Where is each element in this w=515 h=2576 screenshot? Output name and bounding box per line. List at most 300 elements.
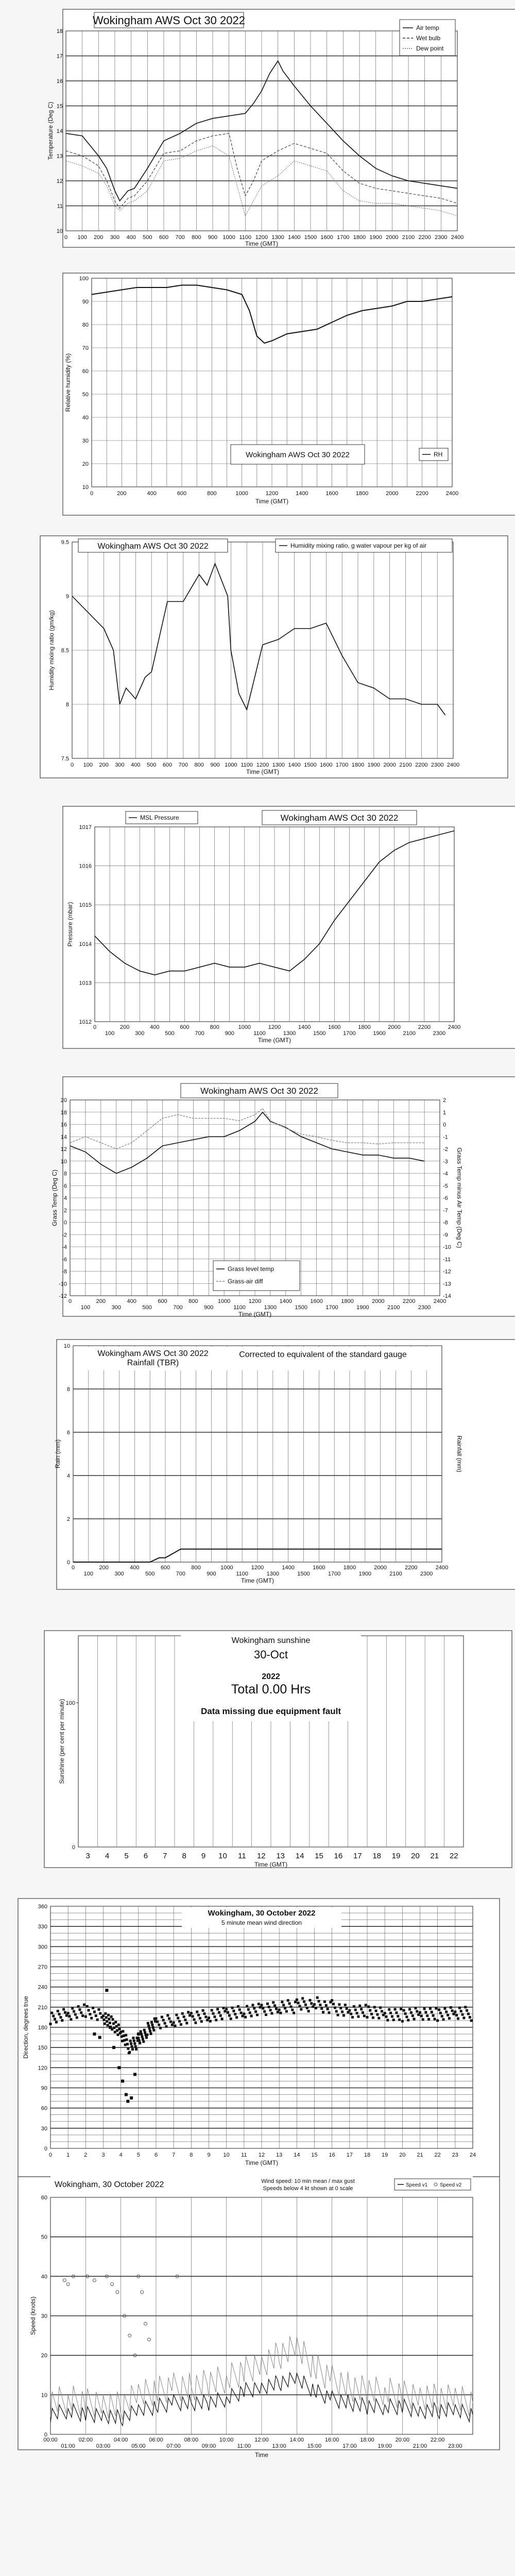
wdir-point bbox=[123, 2035, 125, 2037]
wdir-y-tick-label: 240 bbox=[38, 1984, 47, 1991]
wdir-point bbox=[151, 2024, 153, 2026]
pres-x-tick-label: 1000 bbox=[238, 1024, 251, 1030]
grass-y2-tick-label: -11 bbox=[443, 1256, 451, 1263]
grass-y-tick-label: 12 bbox=[60, 1146, 67, 1153]
wspd-x-tick-label: 00:00 bbox=[43, 2437, 58, 2443]
wdir-point bbox=[299, 2005, 301, 2007]
wdir-x-tick-label: 0 bbox=[48, 2152, 53, 2158]
wdir-point bbox=[175, 2013, 178, 2016]
wdir-point bbox=[81, 2014, 84, 2017]
mix-x-tick-label: 400 bbox=[131, 762, 141, 768]
wdir-point bbox=[462, 2016, 465, 2019]
pres-y-tick-label: 1013 bbox=[79, 980, 92, 987]
wdir-point bbox=[121, 2079, 124, 2082]
wdir-point bbox=[420, 2015, 423, 2018]
wspd-x-tick-label: 07:00 bbox=[166, 2443, 181, 2449]
grass-y2-tick-label: -6 bbox=[443, 1195, 448, 1201]
mix-x-tick-label: 2200 bbox=[415, 762, 428, 768]
wdir-x-tick-label: 2 bbox=[84, 2152, 88, 2158]
mix-x-tick-label: 2100 bbox=[399, 762, 412, 768]
wdir-point bbox=[146, 2033, 148, 2036]
wdir-point bbox=[306, 2007, 308, 2009]
wdir-point bbox=[215, 2019, 217, 2021]
wdir-point bbox=[218, 2011, 220, 2014]
wdir-point bbox=[304, 2004, 307, 2006]
pres-x-tick-label: 900 bbox=[225, 1030, 234, 1037]
wdir-point bbox=[142, 2038, 144, 2040]
grass-x-tick-label: 200 bbox=[96, 1298, 106, 1304]
pres-y-axis-label: Pressure (mbar) bbox=[66, 902, 74, 947]
wdir-point bbox=[458, 2007, 461, 2009]
grass-x-tick-label: 1500 bbox=[295, 1304, 307, 1311]
wdir-point bbox=[296, 1998, 298, 2001]
wdir-point bbox=[169, 2021, 172, 2023]
wspd-x-tick-label: 04:00 bbox=[113, 2437, 128, 2443]
pres-legend-label: MSL Pressure bbox=[140, 814, 179, 821]
rain-x-axis-label: Time (GMT) bbox=[241, 1577, 274, 1584]
wdir-point bbox=[350, 2012, 352, 2015]
grass-y2-axis-label: Grass Temp minus Air Temp (Deg C) bbox=[456, 1147, 463, 1248]
wdir-point bbox=[455, 2014, 458, 2016]
pres-y-tick-label: 1017 bbox=[79, 824, 92, 831]
wdir-point bbox=[235, 2016, 238, 2019]
grass-y-tick-label: -10 bbox=[59, 1281, 67, 1287]
wdir-point bbox=[262, 2007, 264, 2010]
rain-x-tick-label: 1200 bbox=[251, 1565, 264, 1571]
rain-y-axis-label: Rain (mm) bbox=[54, 1439, 61, 1468]
pres-x-axis-label: Time (GMT) bbox=[258, 1037, 291, 1044]
sun-chart-date: 30-Oct bbox=[253, 1648, 288, 1661]
wdir-point bbox=[307, 2010, 310, 2012]
wdir-point bbox=[78, 2008, 81, 2011]
temp-x-tick-label: 400 bbox=[126, 234, 136, 241]
wdir-point bbox=[322, 2011, 324, 2013]
wdir-y-tick-label: 30 bbox=[41, 2125, 47, 2132]
pres-y-tick-label: 1016 bbox=[79, 863, 92, 870]
wspd-legend-label: Speed v2 bbox=[440, 2182, 462, 2188]
wdir-point bbox=[284, 2007, 286, 2010]
sun-x-tick-label: 5 bbox=[124, 1852, 129, 1860]
wdir-point bbox=[77, 2005, 80, 2008]
grass-y-tick-label: -8 bbox=[62, 1268, 67, 1275]
wdir-point bbox=[422, 2018, 424, 2021]
wdir-point bbox=[116, 2033, 119, 2036]
grass-y-tick-label: 2 bbox=[63, 1207, 67, 1214]
wdir-point bbox=[156, 2021, 159, 2023]
rh-y-tick-label: 20 bbox=[82, 461, 89, 467]
mix-x-tick-label: 600 bbox=[162, 762, 173, 768]
rain-x-tick-label: 1900 bbox=[358, 1571, 372, 1577]
mix-x-tick-label: 1000 bbox=[225, 762, 237, 768]
grass-x-tick-label: 1400 bbox=[279, 1298, 293, 1304]
wdir-point bbox=[227, 2011, 229, 2013]
pres-x-tick-label: 1800 bbox=[358, 1024, 371, 1030]
wdir-point bbox=[369, 2009, 371, 2012]
temp-x-tick-label: 1900 bbox=[369, 234, 382, 241]
sun-x-tick-label: 4 bbox=[105, 1852, 110, 1860]
rh-x-tick-label: 200 bbox=[117, 490, 127, 497]
temp-x-tick-label: 1400 bbox=[288, 234, 301, 241]
wdir-point bbox=[150, 2021, 153, 2024]
wdir-x-tick-label: 22 bbox=[434, 2152, 441, 2158]
wdir-point bbox=[388, 2008, 390, 2011]
wdir-x-tick-label: 6 bbox=[154, 2152, 158, 2158]
wdir-point bbox=[280, 2012, 282, 2014]
wdir-point bbox=[404, 2012, 407, 2015]
wdir-point bbox=[469, 2016, 471, 2019]
wdir-point bbox=[316, 1996, 319, 1999]
wdir-point bbox=[180, 2023, 182, 2026]
wdir-point bbox=[50, 2012, 53, 2014]
temp-x-tick-label: 1600 bbox=[320, 234, 333, 241]
temp-x-tick-label: 1200 bbox=[255, 234, 268, 241]
wdir-point bbox=[130, 2042, 132, 2045]
wdir-point bbox=[92, 2007, 94, 2009]
wdir-point bbox=[131, 2048, 134, 2050]
wdir-point bbox=[253, 2007, 255, 2010]
rh-x-tick-label: 1000 bbox=[235, 490, 248, 497]
pres-x-tick-label: 1700 bbox=[343, 1030, 356, 1037]
wdir-point bbox=[150, 2032, 152, 2035]
wdir-point bbox=[379, 2006, 382, 2009]
wdir-point bbox=[436, 2019, 439, 2022]
wdir-point bbox=[134, 2045, 137, 2047]
wdir-point bbox=[57, 2010, 59, 2012]
wdir-point bbox=[331, 1999, 333, 2002]
wspd-chart-title: Wokingham, 30 October 2022 bbox=[55, 2180, 164, 2189]
wdir-point bbox=[381, 2010, 383, 2012]
rh-y-tick-label: 80 bbox=[82, 322, 89, 328]
wdir-point bbox=[90, 2017, 93, 2020]
wdir-point bbox=[320, 2007, 323, 2010]
wdir-point bbox=[114, 2021, 117, 2023]
mix-y-tick-label: 9 bbox=[65, 594, 69, 600]
temp-x-tick-label: 2200 bbox=[418, 234, 431, 241]
mix-x-tick-label: 1700 bbox=[335, 762, 349, 768]
wdir-point bbox=[106, 2020, 108, 2023]
wspd-x-tick-label: 09:00 bbox=[201, 2443, 216, 2449]
wdir-point bbox=[358, 2005, 361, 2007]
wdir-point bbox=[246, 2005, 248, 2008]
grass-y2-tick-label: -7 bbox=[443, 1207, 448, 1214]
wspd-x-tick-label: 23:00 bbox=[448, 2443, 462, 2449]
temp-x-tick-label: 1000 bbox=[222, 234, 235, 241]
pres-x-tick-label: 0 bbox=[93, 1024, 97, 1030]
wdir-point bbox=[98, 2036, 101, 2039]
mix-chart-title: Wokingham AWS Oct 30 2022 bbox=[97, 541, 209, 551]
wdir-point bbox=[342, 2014, 345, 2016]
wdir-point bbox=[152, 2029, 155, 2031]
pres-x-tick-label: 2100 bbox=[403, 1030, 416, 1037]
sun-x-tick-label: 10 bbox=[218, 1852, 227, 1860]
wspd-legend-label: Speed v1 bbox=[406, 2182, 428, 2188]
wdir-point bbox=[445, 2010, 448, 2013]
grass-y2-tick-label: -3 bbox=[443, 1158, 448, 1165]
wdir-point bbox=[447, 2014, 449, 2016]
wdir-point bbox=[353, 2005, 355, 2008]
wdir-point bbox=[158, 2024, 160, 2026]
wdir-point bbox=[197, 2014, 200, 2016]
wdir-point bbox=[377, 2017, 380, 2020]
wdir-point bbox=[313, 2003, 316, 2006]
wdir-point bbox=[203, 2012, 205, 2015]
wdir-point bbox=[457, 2018, 459, 2020]
mix-x-tick-label: 1800 bbox=[351, 762, 365, 768]
mix-x-tick-label: 1500 bbox=[304, 762, 317, 768]
grass-x-tick-label: 300 bbox=[111, 1304, 121, 1311]
sun-chart-note: Data missing due equipment fault bbox=[200, 1706, 341, 1716]
pres-x-tick-label: 1900 bbox=[373, 1030, 386, 1037]
wdir-point bbox=[147, 2022, 149, 2025]
rain-x-tick-label: 0 bbox=[71, 1565, 75, 1571]
pres-x-tick-label: 2000 bbox=[388, 1024, 401, 1030]
pres-y-tick-label: 1014 bbox=[79, 941, 92, 947]
wdir-point bbox=[362, 2011, 364, 2014]
rain-x-tick-label: 2100 bbox=[389, 1571, 402, 1577]
wdir-point bbox=[183, 2015, 185, 2018]
wdir-point bbox=[216, 2008, 219, 2010]
wdir-point bbox=[126, 2043, 129, 2045]
sun-x-tick-label: 16 bbox=[334, 1852, 343, 1860]
grass-x-tick-label: 2200 bbox=[402, 1298, 416, 1304]
temp-x-tick-label: 1300 bbox=[271, 234, 284, 241]
wspd-x-tick-label: 06:00 bbox=[149, 2437, 163, 2443]
temp-y-tick-label: 10 bbox=[56, 228, 63, 234]
wdir-point bbox=[357, 2015, 359, 2018]
wdir-point bbox=[104, 2012, 107, 2015]
wdir-point bbox=[68, 2015, 71, 2018]
grass-y-tick-label: -6 bbox=[62, 1256, 67, 1263]
mix-x-axis-label: Time (GMT) bbox=[246, 768, 280, 775]
wdir-point bbox=[128, 2051, 131, 2054]
grass-legend-label: Grass-air diff bbox=[228, 1278, 263, 1285]
pres-x-tick-label: 800 bbox=[210, 1024, 219, 1030]
temp-chart-title: Wokingham AWS Oct 30 2022 bbox=[93, 13, 245, 27]
rh-y-axis-label: Relative humidity (%) bbox=[64, 353, 72, 412]
wdir-point bbox=[375, 2010, 377, 2012]
grass-x-tick-label: 1700 bbox=[325, 1304, 338, 1311]
mix-x-tick-label: 0 bbox=[70, 762, 74, 768]
wdir-point bbox=[139, 2042, 141, 2044]
wdir-point bbox=[178, 2020, 181, 2023]
sun-x-tick-label: 8 bbox=[182, 1852, 186, 1860]
wdir-point bbox=[288, 2002, 291, 2005]
wdir-point bbox=[231, 2007, 234, 2009]
rain-x-tick-label: 500 bbox=[145, 1571, 155, 1577]
wdir-point bbox=[301, 1997, 304, 1999]
wdir-point bbox=[263, 2010, 266, 2013]
rh-x-tick-label: 2200 bbox=[416, 490, 428, 497]
rh-x-tick-label: 2000 bbox=[386, 490, 399, 497]
wdir-point bbox=[285, 2010, 288, 2013]
wdir-point bbox=[405, 2015, 408, 2018]
wdir-point bbox=[232, 2010, 235, 2012]
sun-x-tick-label: 7 bbox=[163, 1852, 167, 1860]
wdir-point bbox=[196, 2010, 198, 2013]
wdir-point bbox=[354, 2009, 357, 2011]
temp-x-tick-label: 900 bbox=[208, 234, 218, 241]
grass-x-tick-label: 2100 bbox=[387, 1304, 400, 1311]
wdir-point bbox=[89, 2013, 91, 2015]
rain-x-tick-label: 1300 bbox=[266, 1571, 280, 1577]
temp-x-tick-label: 500 bbox=[143, 234, 152, 241]
grass-y-tick-label: 6 bbox=[63, 1183, 67, 1190]
grass-y-tick-label: 14 bbox=[60, 1134, 67, 1141]
wdir-point bbox=[185, 2022, 188, 2024]
grass-y-tick-label: 20 bbox=[60, 1097, 67, 1104]
wdir-point bbox=[140, 2030, 142, 2033]
rain-x-tick-label: 1000 bbox=[220, 1565, 233, 1571]
rain-x-tick-label: 2400 bbox=[435, 1565, 449, 1571]
grass-y2-tick-label: -8 bbox=[443, 1219, 448, 1226]
wdir-point bbox=[272, 2001, 274, 2004]
rain-chart-subtitle: Rainfall (TBR) bbox=[127, 1359, 179, 1367]
wdir-point bbox=[376, 2013, 379, 2016]
wdir-point bbox=[278, 2009, 281, 2011]
rh-y-tick-label: 40 bbox=[82, 415, 89, 421]
grass-y2-tick-label: -5 bbox=[443, 1183, 448, 1190]
wdir-point bbox=[370, 2013, 373, 2015]
wdir-point bbox=[341, 2010, 344, 2013]
wdir-point bbox=[84, 2015, 87, 2018]
mix-legend-label: Humidity mixing ratio, g water vapour per kg of air bbox=[290, 542, 427, 549]
wdir-y-tick-label: 0 bbox=[44, 2146, 47, 2152]
wdir-point bbox=[132, 2037, 134, 2039]
wdir-point bbox=[269, 2009, 272, 2011]
wdir-point bbox=[392, 2019, 395, 2021]
wdir-point bbox=[403, 2009, 405, 2012]
wdir-point bbox=[344, 2004, 347, 2006]
wspd-y-tick-label: 20 bbox=[41, 2352, 47, 2359]
wdir-point bbox=[351, 2016, 354, 2019]
wdir-point bbox=[435, 2007, 437, 2010]
wdir-y-tick-label: 270 bbox=[38, 1964, 47, 1971]
wdir-point bbox=[165, 2025, 167, 2028]
grass-y2-tick-label: -9 bbox=[443, 1232, 448, 1239]
mix-x-tick-label: 2300 bbox=[431, 762, 444, 768]
wspd-chart-note: Wind speed: 10 min mean / max gust bbox=[261, 2178, 355, 2184]
mix-x-tick-label: 1400 bbox=[288, 762, 301, 768]
grass-x-tick-label: 900 bbox=[204, 1304, 214, 1311]
wdir-point bbox=[73, 2010, 75, 2013]
wdir-point bbox=[240, 2011, 243, 2014]
wdir-point bbox=[117, 2066, 121, 2069]
wdir-point bbox=[93, 2032, 96, 2036]
wdir-point bbox=[460, 2010, 462, 2012]
wdir-point bbox=[211, 2009, 213, 2011]
pres-x-tick-label: 700 bbox=[195, 1030, 204, 1037]
temp-y-tick-label: 13 bbox=[56, 153, 63, 160]
wdir-point bbox=[147, 2025, 150, 2027]
wdir-point bbox=[221, 2018, 224, 2020]
wspd-x-tick-label: 08:00 bbox=[184, 2437, 199, 2443]
wdir-point bbox=[365, 2004, 367, 2006]
mix-x-tick-label: 500 bbox=[146, 762, 157, 768]
mix-x-tick-label: 700 bbox=[178, 762, 188, 768]
mix-x-tick-label: 800 bbox=[194, 762, 204, 768]
wdir-point bbox=[54, 2018, 56, 2021]
wspd-y-tick-label: 60 bbox=[41, 2195, 47, 2201]
rh-y-tick-label: 90 bbox=[82, 299, 89, 305]
wdir-point bbox=[464, 2006, 467, 2008]
rain-x-tick-label: 900 bbox=[207, 1571, 216, 1577]
wdir-point bbox=[171, 2024, 174, 2026]
mix-x-tick-label: 1300 bbox=[272, 762, 285, 768]
wdir-point bbox=[200, 2020, 203, 2023]
temp-x-tick-label: 100 bbox=[77, 234, 87, 241]
wdir-point bbox=[108, 2018, 110, 2020]
wdir-point bbox=[145, 2036, 148, 2039]
grass-x-tick-label: 1200 bbox=[248, 1298, 262, 1304]
temp-x-tick-label: 1800 bbox=[353, 234, 366, 241]
wdir-x-tick-label: 16 bbox=[329, 2152, 335, 2158]
mix-x-tick-label: 1200 bbox=[256, 762, 269, 768]
grass-y-tick-label: 8 bbox=[63, 1171, 67, 1177]
wdir-point bbox=[141, 2035, 143, 2038]
wdir-point bbox=[454, 2010, 456, 2013]
temp-x-tick-label: 1700 bbox=[337, 234, 350, 241]
wdir-x-tick-label: 11 bbox=[241, 2152, 247, 2158]
wdir-y-tick-label: 90 bbox=[41, 2085, 47, 2092]
wspd-chart-note: Speeds below 4 kt shown at 0 scale bbox=[263, 2185, 353, 2192]
wspd-x-tick-label: 11:00 bbox=[237, 2443, 251, 2449]
wdir-point bbox=[441, 2015, 443, 2018]
wdir-point bbox=[249, 2011, 251, 2014]
wdir-point bbox=[433, 2018, 436, 2020]
wdir-point bbox=[438, 2008, 440, 2011]
wdir-point bbox=[131, 2045, 133, 2048]
wdir-point bbox=[121, 2035, 123, 2038]
rh-x-tick-label: 800 bbox=[207, 490, 217, 497]
grass-y2-tick-label: -12 bbox=[443, 1268, 451, 1275]
grass-x-tick-label: 500 bbox=[142, 1304, 152, 1311]
wdir-point bbox=[213, 2015, 216, 2018]
sun-x-tick-label: 11 bbox=[238, 1852, 246, 1860]
wdir-point bbox=[442, 2018, 445, 2021]
wdir-point bbox=[61, 2019, 63, 2022]
wdir-point bbox=[318, 2000, 320, 2003]
rh-x-tick-label: 2400 bbox=[445, 490, 459, 497]
grass-y-tick-label: -4 bbox=[62, 1244, 67, 1250]
wdir-point bbox=[410, 2011, 413, 2014]
mix-x-tick-label: 300 bbox=[115, 762, 125, 768]
wdir-point bbox=[408, 2008, 411, 2010]
wdir-x-tick-label: 7 bbox=[172, 2152, 176, 2158]
wdir-y-tick-label: 60 bbox=[41, 2105, 47, 2112]
wspd-x-tick-label: 20:00 bbox=[395, 2437, 410, 2443]
wdir-point bbox=[110, 2015, 113, 2018]
wdir-point bbox=[439, 2012, 442, 2014]
sun-y-tick-label: 0 bbox=[72, 1844, 75, 1851]
wdir-point bbox=[55, 2021, 58, 2023]
grass-x-axis-label: Time (GMT) bbox=[238, 1311, 272, 1318]
wdir-point bbox=[208, 2016, 210, 2019]
wdir-point bbox=[273, 2004, 276, 2007]
temp-legend-label: Air temp bbox=[416, 24, 439, 31]
wdir-point bbox=[303, 2001, 305, 2003]
wspd-x-tick-label: 12:00 bbox=[254, 2437, 269, 2443]
wdir-point bbox=[143, 2029, 146, 2031]
mix-y-tick-label: 8 bbox=[65, 702, 69, 708]
temp-x-tick-label: 200 bbox=[94, 234, 104, 241]
wdir-point bbox=[237, 2005, 239, 2008]
rh-x-tick-label: 1400 bbox=[296, 490, 308, 497]
pres-x-tick-label: 1100 bbox=[253, 1030, 266, 1037]
rain-x-tick-label: 1100 bbox=[236, 1571, 248, 1577]
pres-x-tick-label: 500 bbox=[165, 1030, 175, 1037]
wdir-point bbox=[373, 2006, 376, 2008]
wdir-point bbox=[149, 2030, 151, 2032]
